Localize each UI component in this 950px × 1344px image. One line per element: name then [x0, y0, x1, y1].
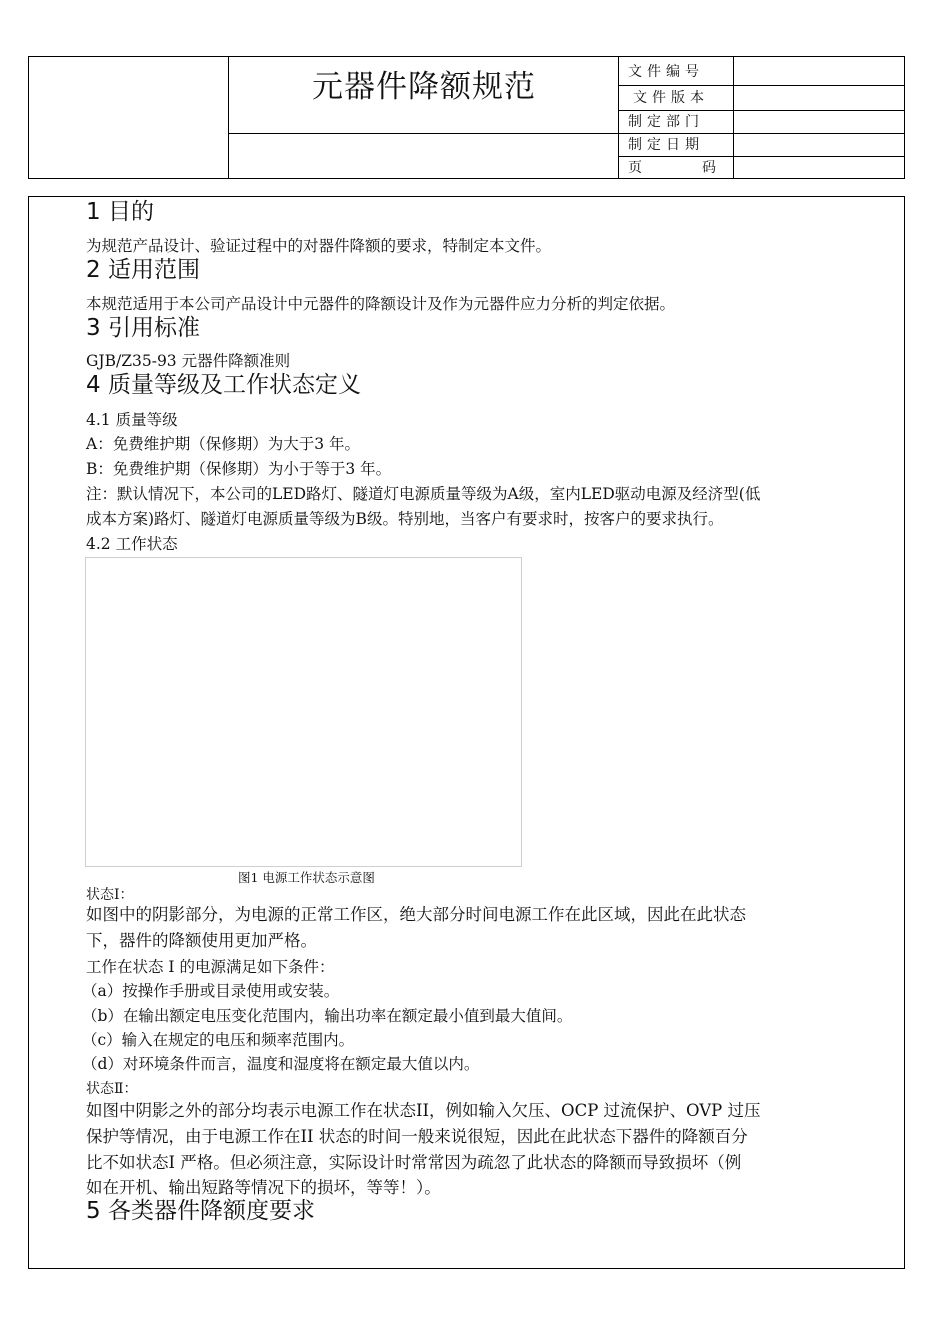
section-heading-purpose: 1 目的	[86, 199, 154, 225]
figure-placeholder	[85, 557, 522, 867]
condition-b: （b）在输出额定电压变化范围内，输出功率在额定最小值到最大值间。	[82, 1007, 573, 1025]
state-1-conditions-intro: 工作在状态 I 的电源满足如下条件：	[86, 958, 335, 976]
meta-label-page-left: 页	[628, 160, 642, 176]
meta-label-page	[619, 156, 733, 180]
condition-c: （c）输入在规定的电压和频率范围内。	[82, 1031, 355, 1049]
state-2-text-line-1: 如图中阴影之外的部分均表示电源工作在状态II，例如输入欠压、OCP 过流保护、OVP 过压	[86, 1101, 761, 1120]
subsection-heading-quality-grade: 4.1 质量等级	[86, 411, 178, 429]
grade-a-text: A：免费维护期（保修期）为大于3 年。	[86, 435, 360, 453]
condition-d: （d）对环境条件而言，温度和湿度将在额定最大值以内。	[82, 1055, 480, 1073]
state-2-label: 状态Ⅱ：	[86, 1081, 138, 1097]
state-2-text-line-3: 比不如状态I 严格。但必须注意，实际设计时常常因为疏忽了此状态的降额而导致损坏（例	[86, 1153, 742, 1172]
section-text-references: GJB/Z35-93 元器件降额准则	[86, 352, 291, 370]
subsection-heading-work-state: 4.2 工作状态	[86, 535, 178, 553]
meta-label-date: 制定日期	[628, 137, 704, 153]
figure-caption: 图1 电源工作状态示意图	[238, 870, 375, 885]
document-title: 元器件降额规范	[312, 69, 536, 105]
section-text-scope: 本规范适用于本公司产品设计中元器件的降额设计及作为元器件应力分析的判定依据。	[86, 295, 676, 313]
state-1-text-line-2: 下，器件的降额使用更加严格。	[86, 931, 317, 950]
state-1-label: 状态I：	[86, 887, 134, 903]
section-heading-quality-states: 4 质量等级及工作状态定义	[86, 372, 361, 398]
meta-label-doc-number: 文件编号	[628, 64, 704, 80]
meta-label-doc-version: 文件版本	[633, 90, 709, 106]
grade-note-line-2: 成本方案)路灯、隧道灯电源质量等级为B级。特别地，当客户有要求时，按客户的要求执行。	[86, 510, 724, 528]
state-2-text-line-4: 如在开机、输出短路等情况下的损坏，等等！）。	[86, 1178, 441, 1197]
state-1-text-line-1: 如图中的阴影部分，为电源的正常工作区，绝大部分时间电源工作在此区域，因此在此状态	[86, 905, 746, 924]
header-divider-meta	[733, 57, 734, 178]
grade-note-line-1: 注：默认情况下，本公司的LED路灯、隧道灯电源质量等级为A级，室内LED驱动电源及经济型(低	[86, 485, 761, 503]
meta-label-department: 制定部门	[628, 114, 704, 130]
state-2-text-line-2: 保护等情况，由于电源工作在II 状态的时间一般来说很短，因此在此状态下器件的降额百分	[86, 1127, 748, 1146]
section-heading-references: 3 引用标准	[86, 315, 200, 341]
header-title-divider	[228, 133, 618, 134]
section-text-purpose: 为规范产品设计、验证过程中的对器件降额的要求，特制定本文件。	[86, 237, 552, 255]
document-header-table	[28, 56, 905, 179]
grade-b-text: B：免费维护期（保修期）为小于等于3 年。	[86, 460, 392, 478]
condition-a: （a）按操作手册或目录使用或安装。	[82, 982, 340, 1000]
meta-label-page-right: 码	[702, 160, 716, 176]
section-heading-derating-requirements: 5 各类器件降额度要求	[86, 1198, 315, 1224]
section-heading-scope: 2 适用范围	[86, 257, 200, 283]
